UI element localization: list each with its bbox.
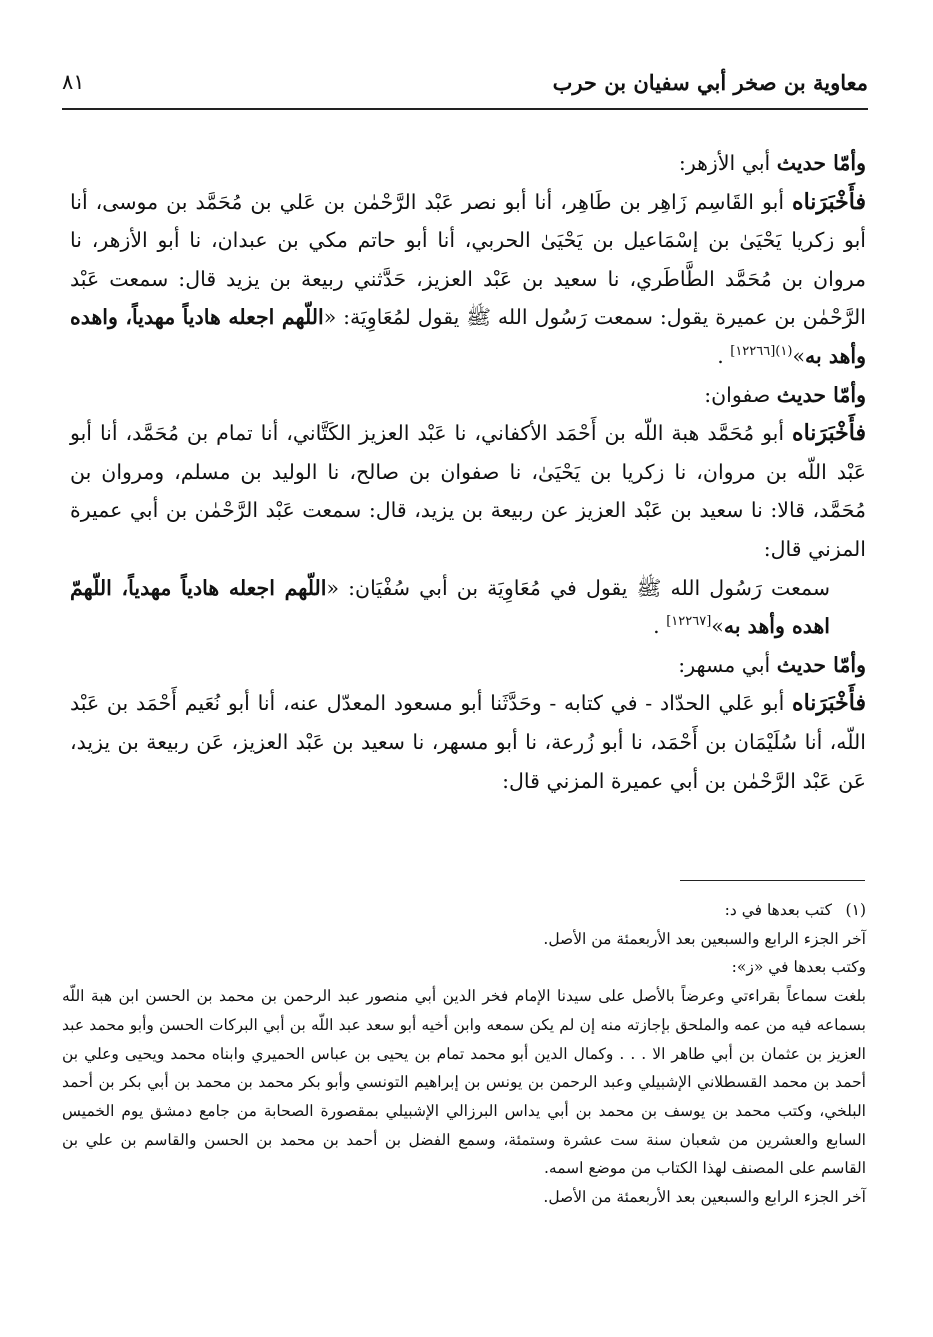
quote-close: » xyxy=(792,343,805,368)
section-subject: أبي مسهر: xyxy=(678,652,771,677)
hadith-quote: اللّهم اجعله هادياً مهدياً، اللّهمّ اهده وأهد به xyxy=(70,575,830,639)
quote-close: » xyxy=(711,614,724,639)
section-heading: وأمّا حديث xyxy=(776,382,866,407)
section-subject: أبي الأزهر: xyxy=(678,151,771,175)
footnote-text: كتب بعدها في د: xyxy=(724,901,832,919)
page-number: ٨١ xyxy=(62,70,85,94)
main-text xyxy=(70,144,866,800)
section-heading: وأمّا حديث xyxy=(776,652,866,677)
section-intro xyxy=(70,144,866,183)
footnote-line: آخر الجزء الرابع والسبعين بعد الأربعمئة من الأصل. xyxy=(543,1188,866,1207)
hadith-paragraph xyxy=(70,569,866,646)
paragraph-text: أبو القَاسِم زَاهِر بن طَاهِر، أنا أبو نصر عَبْد الرَّحْمٰن بن عَلي بن مُحَمَّد بن موسى، أنا أبو زكريا يَحْيَىٰ بن إسْمَاعيل بن يَحْيَىٰ الحربي، أنا أبو حاتم مكي بن عبدان، نا أبو الأزهر، نا مروان بن مُحَمَّد الطَّاطَري، نا سعيد بن عَبْد العزيز، حَدَّثني ربيعة بن يزيد قال: سمعت عَبْد الرَّحْمٰن بن عميرة يقول: سمعت رَسُول الله ﷺ يقول لمُعَاوِيَة: « xyxy=(70,189,866,330)
page-header xyxy=(62,68,868,110)
isnad-paragraph xyxy=(70,684,866,800)
isnad-paragraph xyxy=(70,183,866,376)
paragraph-lead: فأَخْبَرَناه xyxy=(792,690,866,717)
footnote-marker: (١)[١٢٢٦٦] xyxy=(730,344,793,360)
section-heading: وأمّا حديث xyxy=(776,151,866,175)
footnote-line: وكتب بعدها في «ز»: xyxy=(731,958,866,977)
paragraph-tail: . xyxy=(653,614,667,639)
paragraph-lead: فأَخْبَرَناه xyxy=(792,188,866,215)
footnote-separator xyxy=(680,880,865,881)
footnote-number: (١) xyxy=(845,901,866,919)
footnote-paragraph: بلغت سماعاً بقراءتي وعرضاً بالأصل على سيدنا الإمام فخر الدين أبي منصور عبد الرحمن بن محمد بن الحسن ابن هبة اللّه بسماعه فيه من عمه والملحق بإجازته منه إن لم يكن سمعه وابن أخيه أبو سعد عبد اللّه بن أبي البركات الحسن وأبو محمد عبد العزيز بن عثمان بن أبي طاهر الا . . . وكمال الدين أبو محمد تمام بن يحيى بن عباس الحميري وابناه محمد ويحيى وعلي بن أحمد بن محمد القسطلاني الإشبيلي وعبد الرحمن بن يونس بن إبراهيم التونسي وأبو بكر محمد بن محمد بن أبي بكر بن أحمد البلخي، وكتب محمد بن يوسف بن محمد بن أبي يداس البرزالي الإشبيلي بمقصورة الصحابة من جامع دمشق يوم الخميس السابع والعشرين من شعبان سنة ست عشرة وستمئة، وسمع الفضل بن أحمد بن محمد بن الحسن والقاسم بن علي بن القاسم على المصنف لهذا الكتاب من موضع اسمه. xyxy=(62,987,866,1178)
hadith-quote: اللّهم اجعله هادياً مهدياً، واهده وأهد به xyxy=(70,305,866,368)
section-intro xyxy=(70,376,866,415)
section-subject: صفوان: xyxy=(704,382,771,407)
footnote-marker: [١٢٢٦٧] xyxy=(666,614,712,630)
footnote-line xyxy=(62,896,866,925)
running-title: معاوية بن صخر أبي سفيان بن حرب xyxy=(552,70,868,95)
footnote-line: آخر الجزء الرابع والسبعين بعد الأربعمئة من الأصل. xyxy=(543,929,866,948)
paragraph-text: أبو مُحَمَّد هبة اللّه بن أَحْمَد الأكفاني، نا عَبْد العزيز الكَتَّاني، أنا تمام بن مُحَمَّد، أنا أبو عَبْد اللّه بن مروان، نا زكريا بن يَحْيَىٰ، نا صفوان بن صالح، نا الوليد بن مسلم، ومروان بن مُحَمَّد، قالا: نا سعيد بن عَبْد العزيز عن ربيعة بن يزيد، قال: سمعت عَبْد الرَّحْمٰن بن أبي عميرة المزني قال: xyxy=(70,421,866,561)
paragraph-lead: فأَخْبَرَناه xyxy=(792,420,866,447)
section-intro xyxy=(70,646,866,685)
isnad-paragraph xyxy=(70,414,866,568)
paragraph-tail: . xyxy=(717,343,731,368)
footnotes xyxy=(62,896,866,1212)
paragraph-text: أبو عَلي الحدّاد - في كتابه - وحَدَّثَنا أبو مسعود المعدّل عنه، أنا أبو نُعَيم أَحْمَد بن عَبْد اللّه، أنا سُلَيْمَان بن أَحْمَد، نا أبو زُرعة، نا أبو مسهر، نا سعيد بن عَبْد العزيز، عَن ربيعة بن يزيد، عَن عَبْد الرَّحْمٰن بن أبي عميرة المزني قال: xyxy=(70,691,866,793)
paragraph-text: سمعت رَسُول الله ﷺ يقول في مُعَاوِيَة بن أبي سُفْيَان: « xyxy=(326,575,831,600)
